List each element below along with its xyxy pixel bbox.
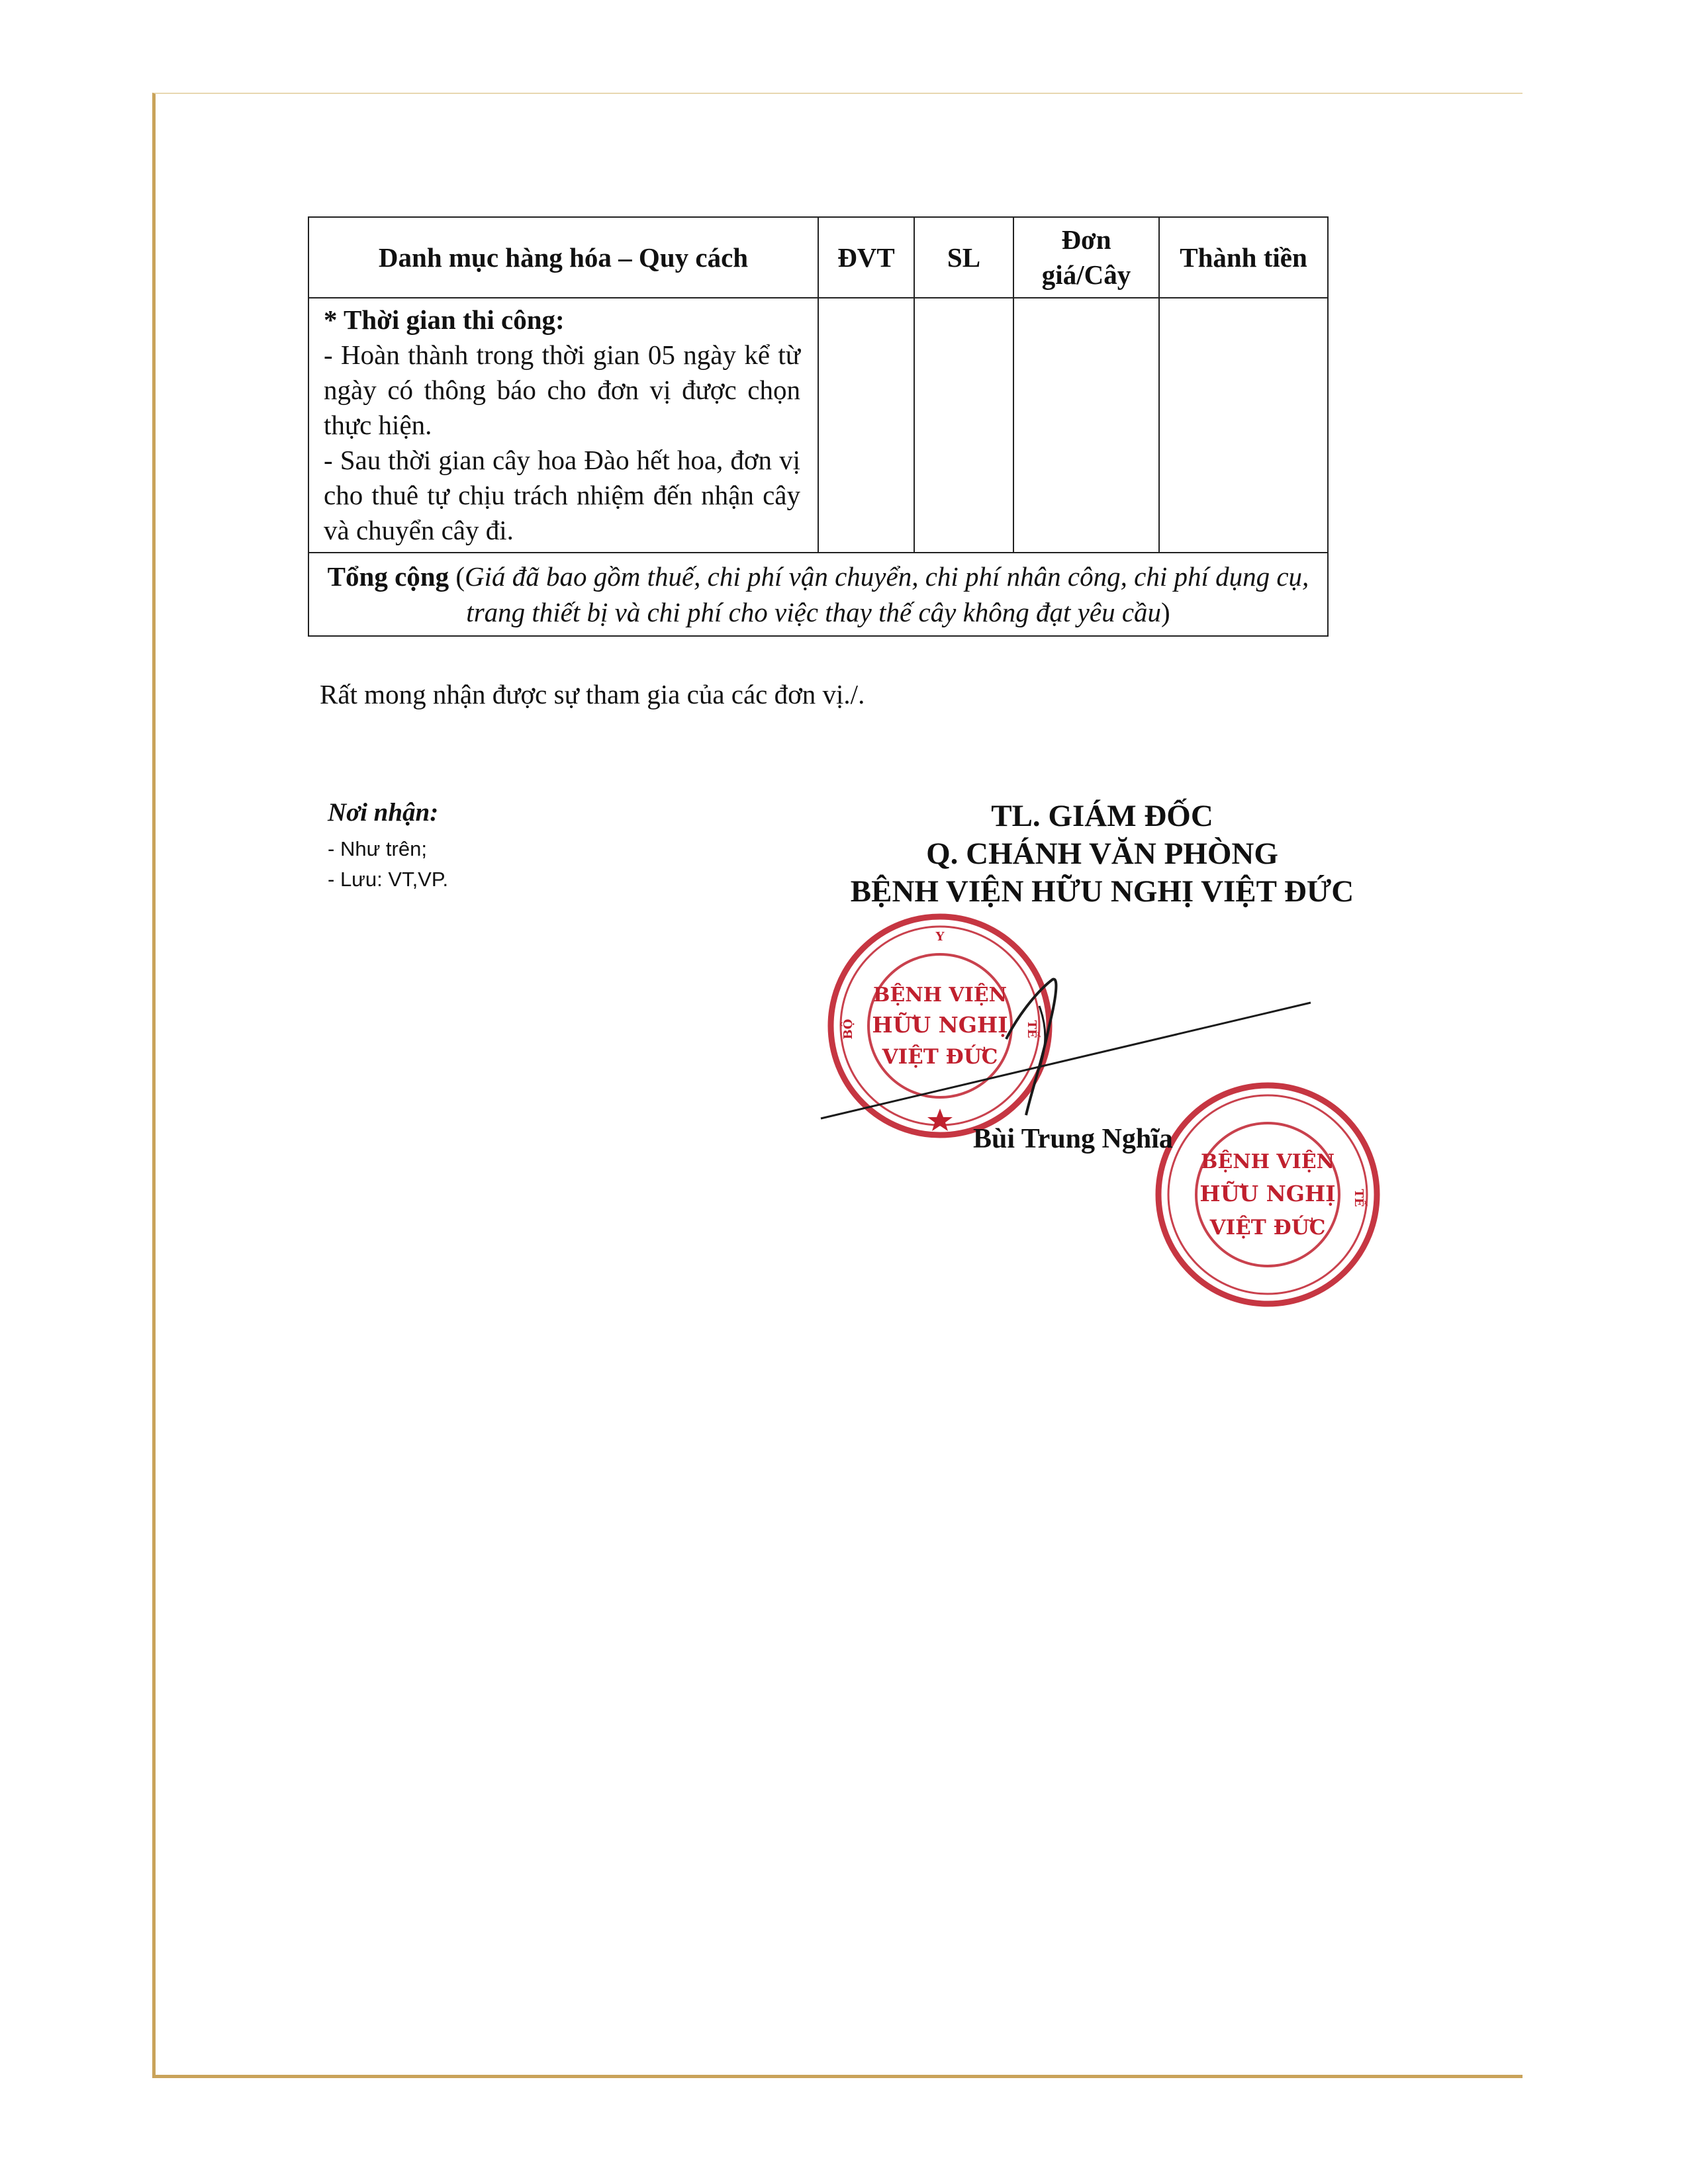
header-quantity: SL (914, 217, 1013, 298)
construction-paragraph-1: - Hoàn thành trong thời gian 05 ngày kể từ ngày có thông báo cho đơn vị được chọn thực hiện. (324, 340, 800, 440)
seal-top-letter: Y (935, 930, 945, 944)
signer-name: Bùi Trung Nghĩa (973, 1124, 1173, 1154)
signer-title-line1: TL. GIÁM ĐỐC (991, 799, 1213, 833)
header-goods: Danh mục hàng hóa – Quy cách (308, 217, 818, 298)
recipients-title: Nơi nhận: (328, 798, 439, 827)
seal-text-line2: HỮU NGHỊ (872, 1012, 1008, 1038)
total-cell (308, 553, 1328, 636)
recipients-block (328, 797, 448, 895)
total-label: Tổng cộng (327, 561, 449, 592)
partial-seal-right-letters: TẾ (1352, 1189, 1366, 1207)
signature-icon (821, 953, 1311, 1152)
table-header-row (308, 217, 1328, 298)
unit-price-cell (1013, 298, 1159, 553)
total-close-paren: ) (1161, 597, 1170, 627)
recipient-item: - Như trên; (328, 834, 448, 864)
signer-block (821, 797, 1383, 911)
quantity-cell (914, 298, 1013, 553)
partial-seal-text-line2: HỮU NGHỊ (1199, 1181, 1336, 1206)
recipient-item: - Lưu: VT,VP. (328, 864, 448, 895)
unit-cell (818, 298, 914, 553)
partial-seal-text-line1: BỆNH VIỆN (1200, 1150, 1335, 1173)
goods-description-cell (308, 298, 818, 553)
seal-right-letters: TẾ (1025, 1020, 1039, 1038)
seal-left-letters: BỘ (841, 1019, 855, 1040)
header-unit-price (1013, 217, 1159, 298)
goods-table (308, 216, 1329, 637)
header-amount: Thành tiền (1159, 217, 1328, 298)
total-open-paren: ( (449, 561, 465, 592)
total-row (308, 553, 1328, 636)
signer-title-line3: BỆNH VIỆN HỮU NGHỊ VIỆT ĐỨC (850, 874, 1354, 909)
table-row (308, 298, 1328, 553)
partial-seal-text-line3: VIỆT ĐỨC (1209, 1216, 1326, 1240)
header-unit: ĐVT (818, 217, 914, 298)
construction-paragraph-2: - Sau thời gian cây hoa Đào hết hoa, đơn vị cho thuê tự chịu trách nhiệm đến nhận cây và chuyển cây đi. (324, 445, 800, 545)
seal-text-line3: VIỆT ĐỨC (882, 1045, 998, 1069)
seal-text-line1: BỆNH VIỆN (872, 983, 1008, 1007)
construction-time-title: * Thời gian thi công: (324, 304, 565, 335)
closing-sentence: Rất mong nhận được sự tham gia của các đơn vị./. (320, 679, 865, 709)
recipients-list (328, 834, 448, 895)
header-unit-price-label: Đơn giá/Cây (1041, 224, 1131, 290)
amount-cell (1159, 298, 1328, 553)
total-note: Giá đã bao gồm thuế, chi phí vận chuyển, chi phí nhân công, chi phí dụng cụ, trang thiết bị và chi phí cho việc thay thế cây không đạt yêu cầu (464, 561, 1309, 627)
signer-title-line2: Q. CHÁNH VĂN PHÒNG (926, 837, 1278, 871)
